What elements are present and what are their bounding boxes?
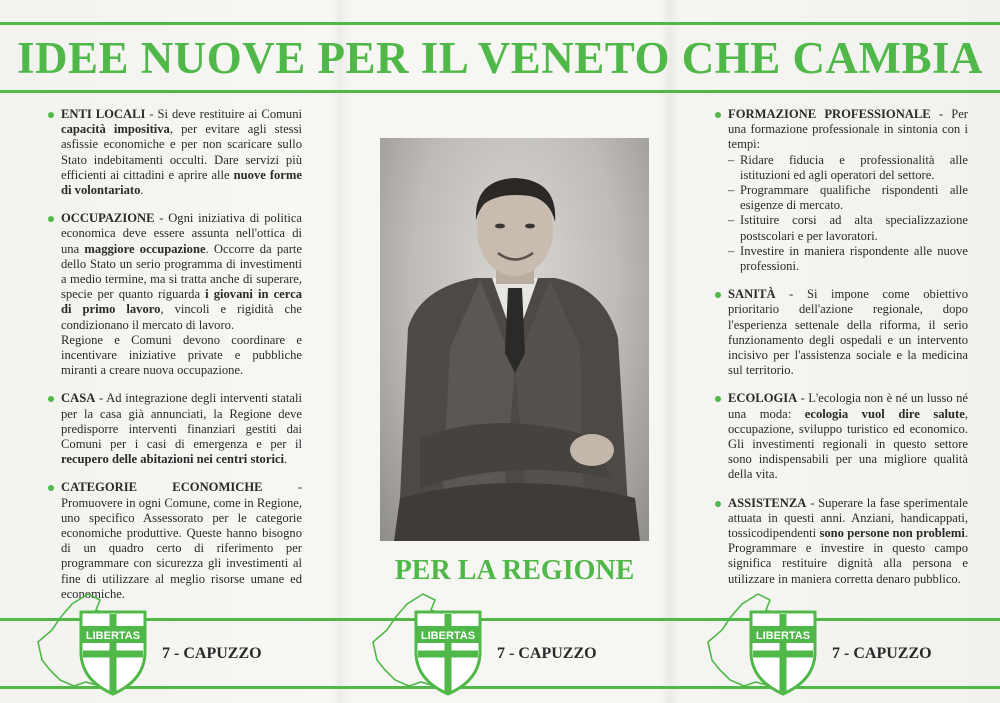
libertas-shield-icon — [748, 610, 818, 696]
left-column — [48, 107, 302, 615]
dash-item: – Ridare fiducia e professionalità alle istituzioni ed agli operatori del settore. — [728, 153, 968, 183]
footer-block-left — [30, 590, 290, 700]
item-body: - Ogni iniziativa di politica economica deve essere assunta nell'ottica di una — [61, 211, 302, 256]
item-body: - Promuovere in ogni Comune, come in Regione, uno specifico Assessorato per le categorie economiche produttive. Queste hanno bisogno di un quadro certo di riferimento per programmare con sicurezza gli investimenti al fine di utilizzare al meglio risorse umane ed economiche. — [61, 480, 303, 601]
candidate-label: 7 - CAPUZZO — [162, 645, 262, 662]
item-body: - Superare la fase sperimentale attuata in questi anni. Anziani, handicappati, tossicodipendenti — [728, 495, 968, 541]
footer-block-center — [365, 590, 625, 700]
item-emphasis: nuove forme di volontariato — [61, 167, 302, 198]
item-body: . — [284, 452, 288, 467]
program-item — [715, 496, 968, 587]
item-body: , per evitare agli stessi asfissie economiche e per non scaricare sullo Stato indebitamenti occulti. Dare servizi più efficienti ai cittadini e aprire alle — [61, 122, 302, 182]
item-body: . — [140, 183, 144, 198]
item-emphasis: sono persone non problemi — [819, 526, 965, 541]
item-heading: SANITÀ — [728, 287, 776, 302]
item-heading: ENTI LOCALI — [61, 107, 146, 121]
program-item — [48, 211, 302, 378]
bullet-icon — [48, 396, 54, 402]
program-item — [48, 107, 302, 198]
item-extra: Regione e Comuni devono coordinare e incentivare iniziative private e pubbliche miranti a creare nuova occupazione. — [61, 332, 302, 378]
item-heading: ASSISTENZA — [728, 495, 807, 510]
program-item — [48, 480, 302, 602]
dash-item: – Investire in maniera rispondente alle nuove professioni. — [728, 244, 968, 274]
item-body: . Programmare e investire in questo campo significa restituire dignità alla persona e utilizzare in maniera corretta denaro pubblico. — [728, 526, 968, 586]
candidate-photo — [380, 138, 649, 541]
item-heading: ECOLOGIA — [728, 391, 798, 406]
item-emphasis: i giovani in cerca di primo lavoro — [61, 287, 302, 317]
item-heading: FORMAZIONE PROFESSIONALE — [728, 107, 931, 121]
bullet-icon — [48, 216, 54, 222]
bullet-icon — [715, 292, 721, 298]
program-item — [715, 287, 968, 378]
program-item — [715, 107, 968, 274]
item-heading: OCCUPAZIONE — [61, 211, 155, 226]
item-body: - Si impone come obiettivo prioritario dell'azione regionale, dopo l'esperienza settenale della riforma, il serio funzionamento degli ospedali e un intervento incisivo per l'assistenza sociale e la medicina sul territorio. — [728, 287, 968, 378]
item-text — [61, 391, 302, 467]
item-text — [61, 211, 302, 333]
item-text — [61, 480, 302, 602]
item-text — [728, 287, 968, 378]
bullet-icon — [715, 112, 721, 118]
item-emphasis: capacità impositiva — [61, 122, 170, 137]
item-text — [728, 391, 968, 482]
libertas-shield-icon — [413, 610, 483, 696]
item-body: . Occorre da parte dello Stato un serio programma di investimenti a medio termine, ma si tratta anche di superare, specie per quanto riguarda — [61, 241, 302, 302]
headline-rule — [0, 90, 1000, 93]
dash-item: – Programmare qualifiche rispondenti alle esigenze di mercato. — [728, 183, 968, 213]
item-text — [728, 107, 968, 153]
bullet-icon — [715, 396, 721, 402]
right-column — [715, 107, 968, 600]
item-body: - Per una formazione professionale in sintonia con i tempi: — [728, 107, 968, 152]
item-text — [61, 107, 302, 198]
libertas-shield-icon — [78, 610, 148, 696]
item-emphasis: recupero delle abitazioni nei centri storici — [61, 452, 285, 467]
center-caption: PER LA REGIONE — [394, 555, 635, 586]
footer-block-right — [700, 590, 960, 700]
item-body: , vincoli e rigidità che condizionano il mercato di lavoro. — [61, 302, 302, 332]
item-emphasis: ecologia vuol dire salute — [804, 406, 965, 421]
program-item — [715, 391, 968, 482]
item-heading: CATEGORIE ECONOMICHE — [61, 480, 263, 495]
item-body: - L'ecologia non è né un lusso né una moda: — [728, 391, 968, 421]
item-body: , occupazione, sviluppo turistico ed economico. Gli investimenti regionali in questo settore sono indispensabili per una migliore qualità della vita. — [728, 406, 968, 482]
bullet-icon — [48, 112, 54, 118]
item-emphasis: maggiore occupazione — [84, 241, 206, 256]
libertas-text: LIBERTAS — [85, 630, 141, 642]
top-rule — [0, 22, 1000, 25]
dash-item: – Istituire corsi ad alta specializzazione postscolari e per lavoratori. — [728, 213, 968, 243]
program-item — [48, 391, 302, 467]
candidate-label: 7 - CAPUZZO — [832, 645, 932, 662]
libertas-text: LIBERTAS — [755, 630, 811, 642]
libertas-text: LIBERTAS — [420, 630, 476, 642]
headline: IDEE NUOVE PER IL VENETO CHE CAMBIA — [16, 33, 983, 83]
item-text — [728, 496, 968, 587]
item-body: - Si deve restituire ai Comuni — [145, 107, 303, 121]
item-body: - Ad integrazione degli interventi statali per la casa già annunciati, la Regione deve predisporre interventi finanziari gestiti dai Comuni per i casi di emergenza e per il — [61, 391, 302, 452]
item-heading: CASA — [61, 391, 96, 406]
candidate-label: 7 - CAPUZZO — [497, 645, 597, 662]
bullet-icon — [715, 501, 721, 507]
portrait-illustration — [380, 138, 649, 541]
bullet-icon — [48, 485, 54, 491]
